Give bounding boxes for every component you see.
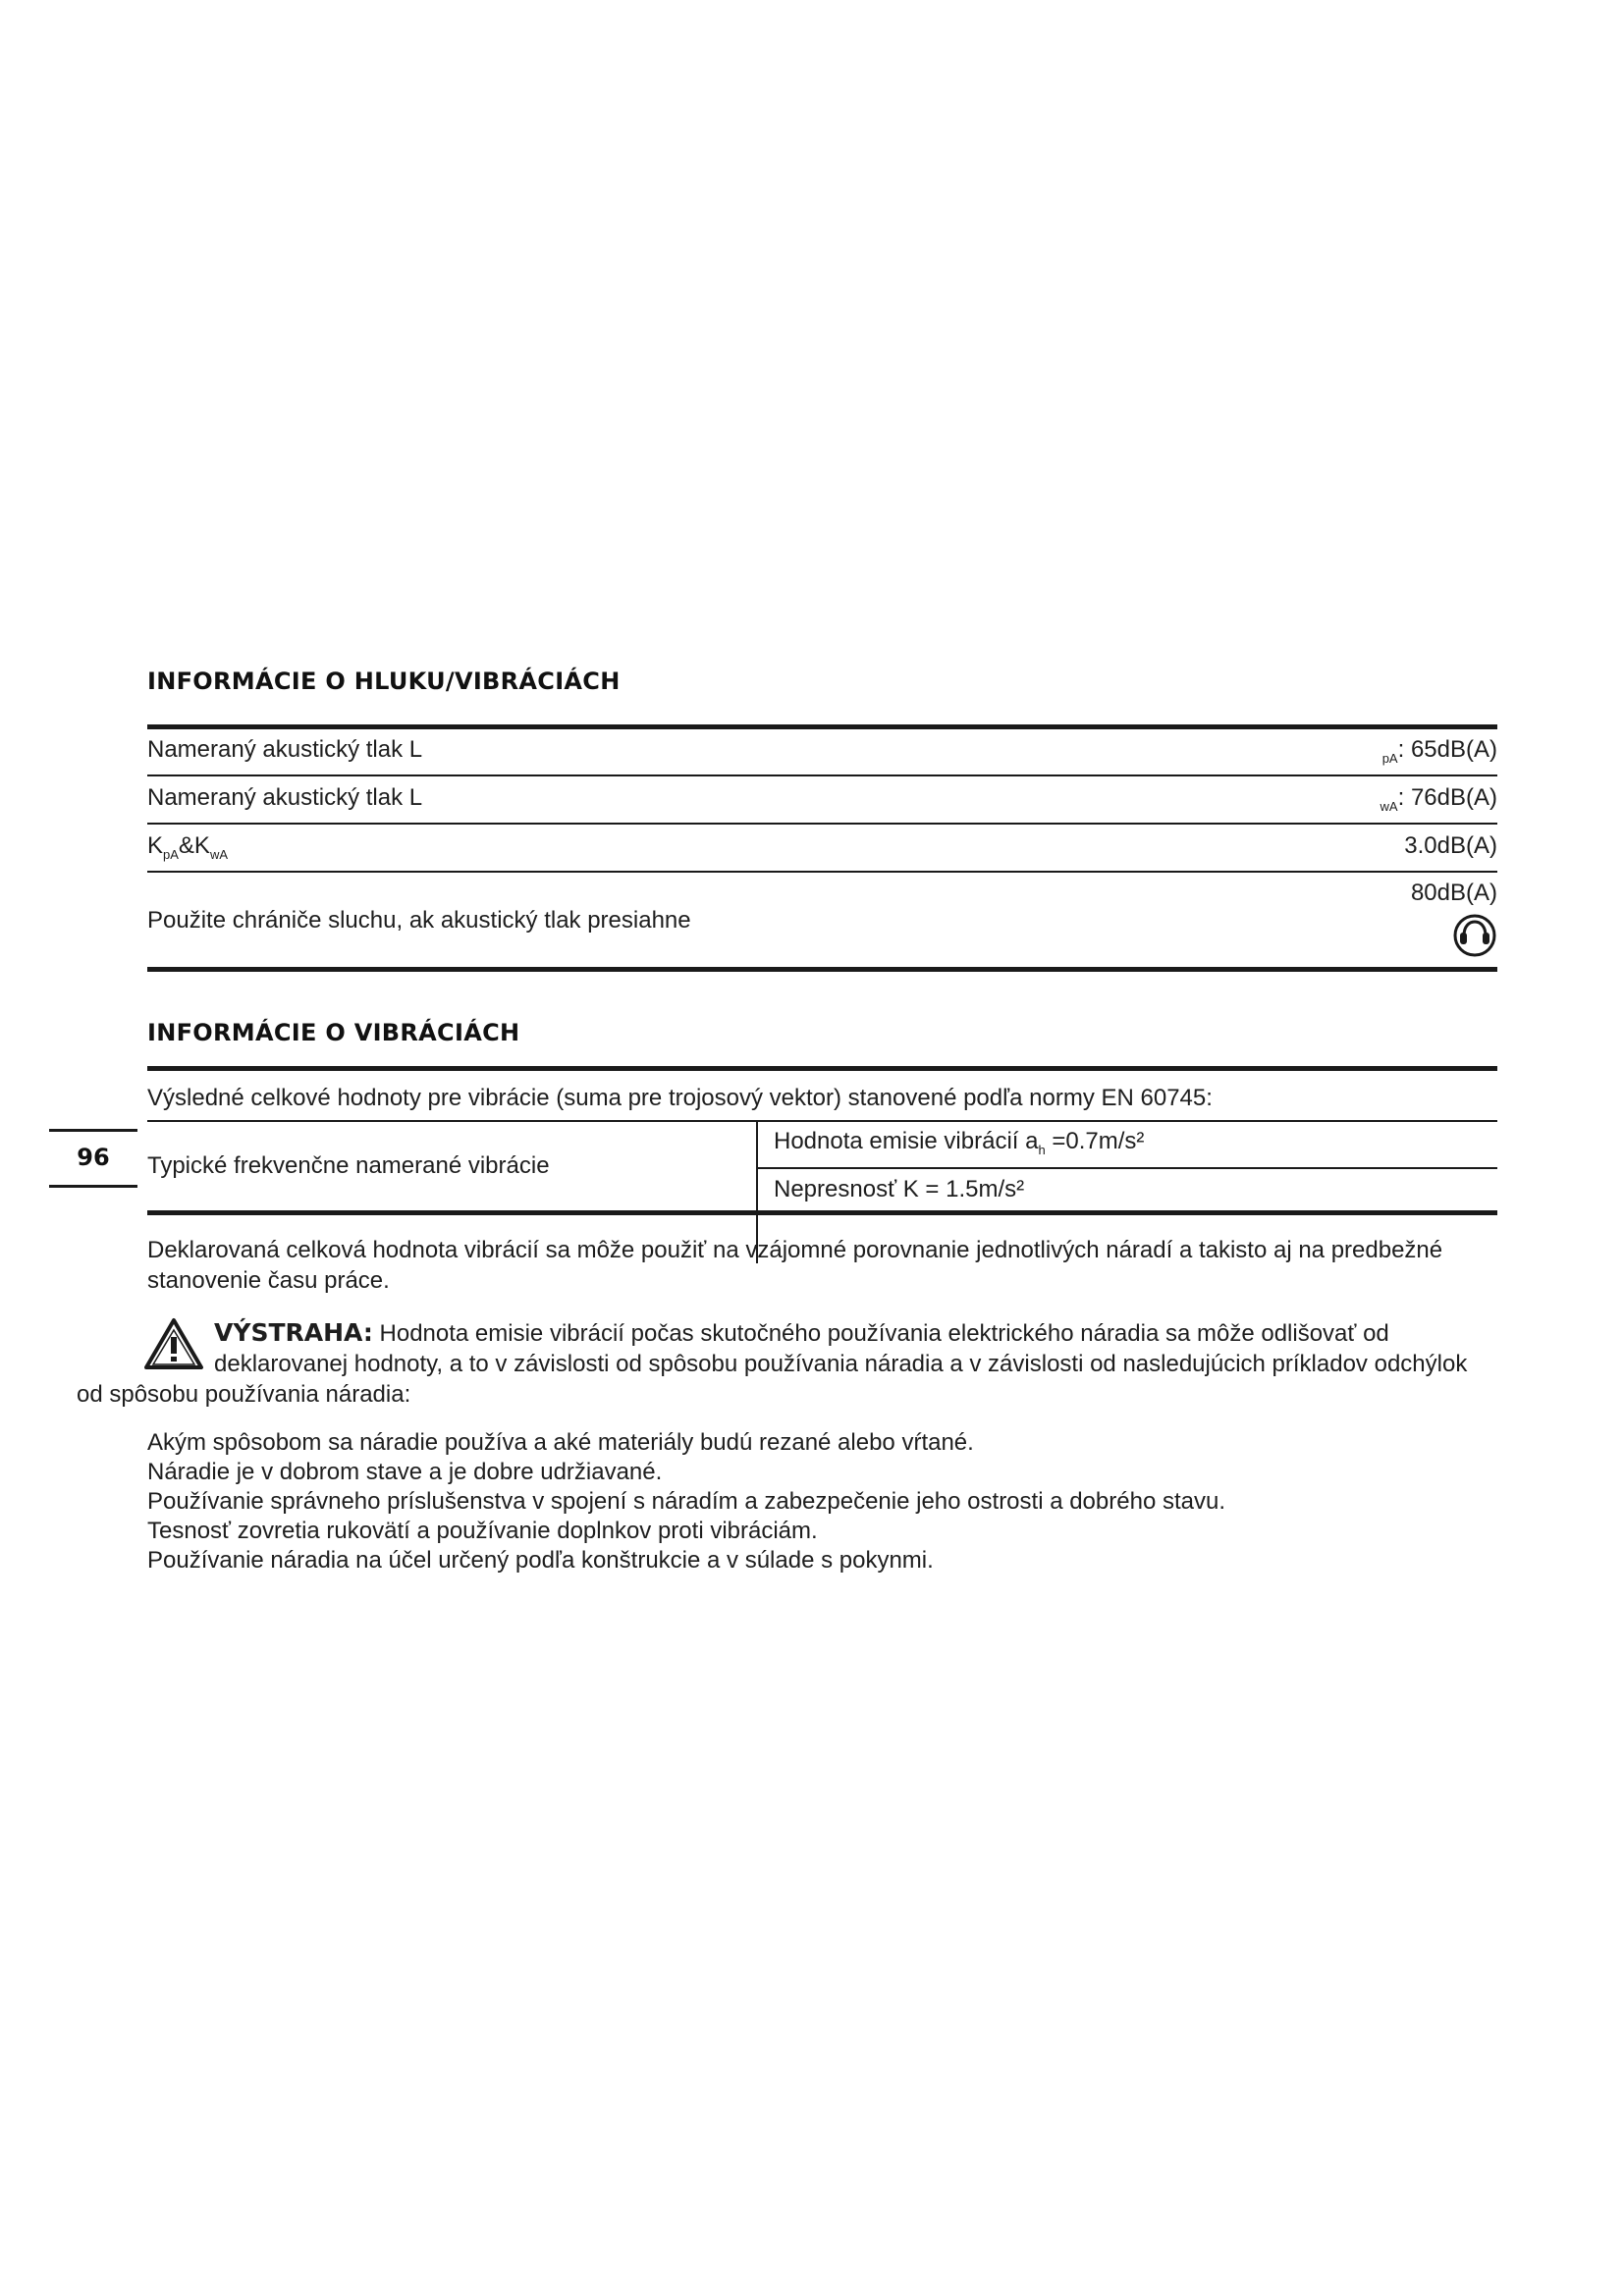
vibration-intro: Výsledné celkové hodnoty pre vibrácie (suma pre trojosový vektor) stanovené podľa normy EN 60745:: [147, 1085, 1213, 1111]
k-label: $K_{pA}\&K_{wA}$: [147, 832, 228, 862]
noise-row-wa: [147, 784, 1497, 814]
typical-vibration-label: Typické frekvenčne namerané vibrácie: [147, 1152, 550, 1179]
list-item: Používanie správneho príslušenstva v spojení s náradím a zabezpečenie jeho ostrosti a dobrého stavu.: [147, 1488, 1225, 1515]
list-item: Používanie náradia na účel určený podľa konštrukcie a v súlade s pokynmi.: [147, 1547, 934, 1574]
vibration-table-top-rule: [147, 1066, 1497, 1071]
declared-value-paragraph: Deklarovaná celková hodnota vibrácií sa môže použiť na vzájomné porovnanie jednotlivých náradí a takisto aj na predbežné stanovenie času práce.: [147, 1237, 1443, 1294]
noise-row-value: $_{pA}$: 65dB(A): [1381, 736, 1497, 766]
uncertainty-value: Nepresnosť K = 1.5m/s²: [774, 1176, 1025, 1202]
noise-section-title: INFORMÁCIE O HLUKU/VIBRÁCIÁCH: [147, 667, 621, 695]
noise-row-label: Nameraný akustický tlak L: [147, 736, 423, 763]
warning-triangle-icon: [143, 1317, 204, 1370]
vibration-section-title: INFORMÁCIE O VIBRÁCIÁCH: [147, 1019, 520, 1046]
noise-row-k: [147, 832, 1497, 862]
page-number-tab: [49, 1129, 137, 1188]
list-item: Akým spôsobom sa náradie používa a aké materiály budú rezané alebo vŕtané.: [147, 1429, 974, 1456]
vibration-table-bottom-rule: [147, 1210, 1497, 1215]
noise-table-bottom-rule: [147, 967, 1497, 972]
hearing-protection-label: Použite chrániče sluchu, ak akustický tlak presiahne: [147, 907, 691, 934]
noise-row-value: $_{wA}$: 76dB(A): [1380, 784, 1497, 814]
noise-row-divider: [147, 774, 1497, 776]
list-item: Náradie je v dobrom stave a je dobre udržiavané.: [147, 1459, 663, 1485]
noise-row-divider: [147, 871, 1497, 873]
noise-table-top-rule: [147, 724, 1497, 729]
list-item: Tesnosť zovretia rukovätí a používanie doplnkov proti vibráciám.: [147, 1518, 818, 1544]
noise-row-label: Nameraný akustický tlak L: [147, 784, 423, 811]
warning-text-line2: deklarovanej hodnoty, a to v závislosti od spôsobu používania náradia a v závislosti od nasledujúcich príkladov odchýlok: [214, 1351, 1468, 1377]
warning-text-line1: Hodnota emisie vibrácií počas skutočného používania elektrického náradia sa môže odlišovať od: [372, 1320, 1389, 1347]
warning-label: VÝSTRAHA:: [214, 1318, 373, 1347]
hearing-protection-value: 80dB(A): [1410, 880, 1497, 906]
k-value: 3.0dB(A): [1404, 832, 1497, 859]
noise-row-divider: [147, 823, 1497, 825]
factors-list: [147, 1428, 1497, 1575]
noise-row-pa: [147, 736, 1497, 766]
hearing-protection-row: [147, 880, 1497, 958]
warning-block: [77, 1317, 1497, 1410]
ear-protection-icon: [1452, 913, 1497, 958]
warning-text-line3: od spôsobu používania náradia:: [77, 1381, 411, 1408]
page-number: 96: [77, 1144, 110, 1171]
emission-value: Hodnota emisie vibrácií $a_h =0.7m/s^2$: [774, 1128, 1145, 1157]
